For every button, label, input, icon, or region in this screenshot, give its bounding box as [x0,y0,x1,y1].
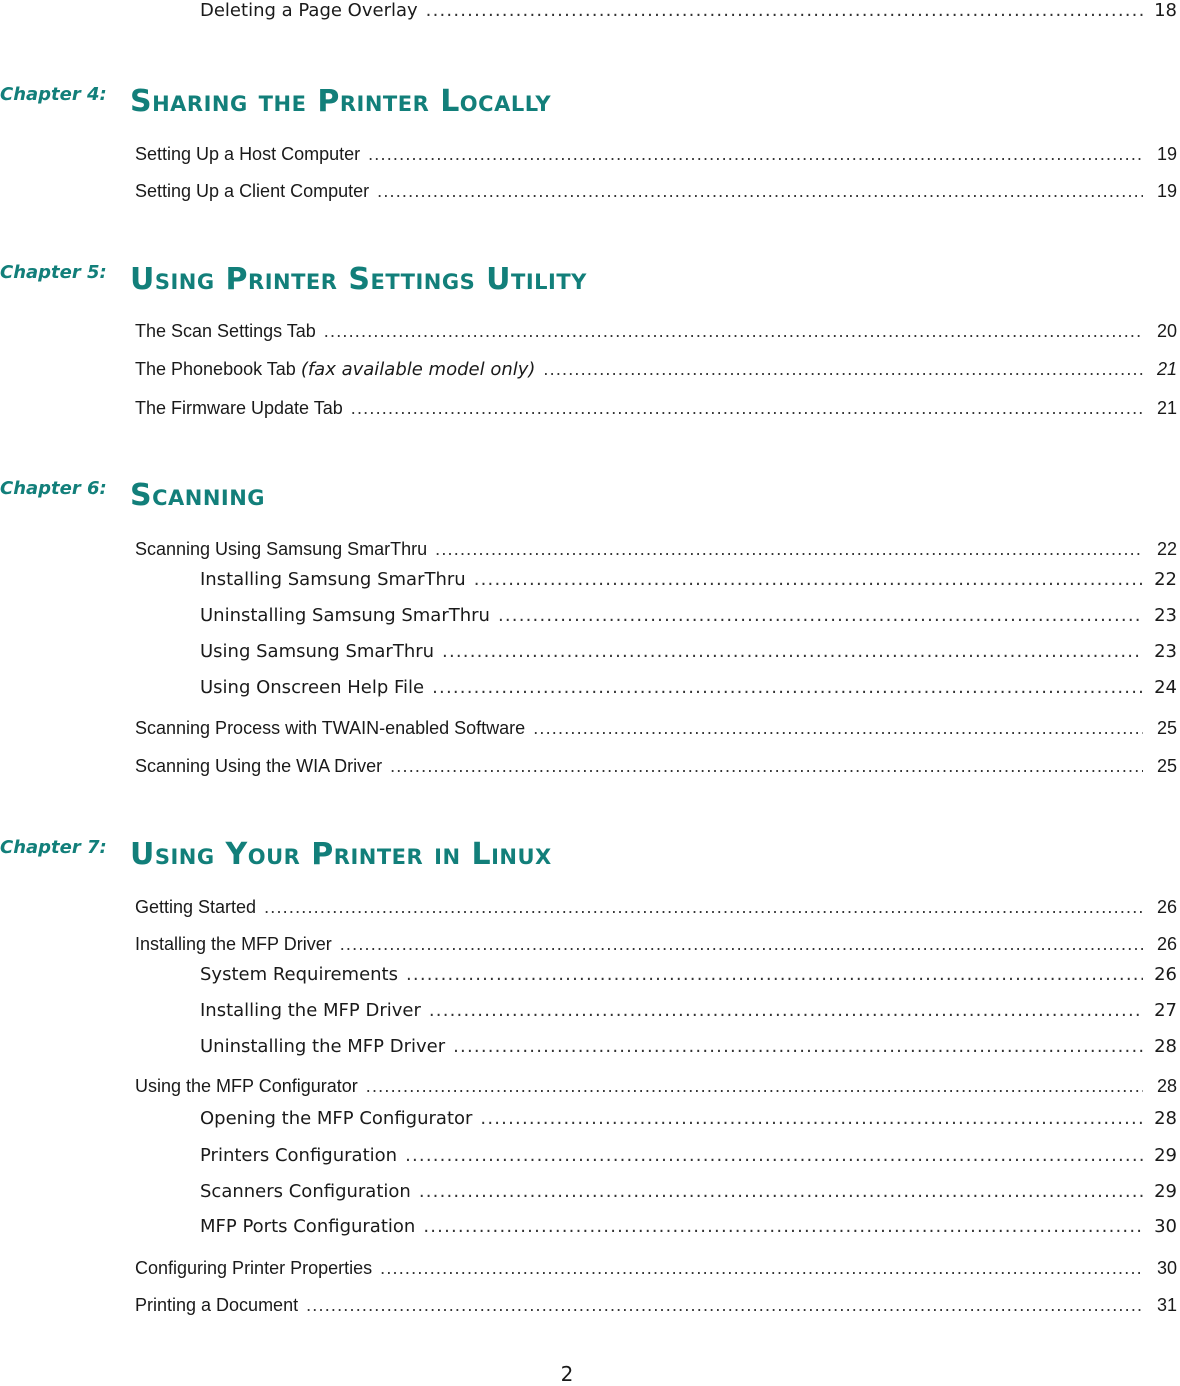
toc-leader-dots [377,181,1143,202]
toc-entry[interactable] [135,398,1177,422]
toc-leader-dots [426,0,1143,21]
toc-leader-dots [380,1258,1143,1279]
toc-entry-title: Uninstalling Samsung SmarThru [200,605,490,626]
toc-leader-dots [419,1181,1143,1202]
toc-entry-title: Installing the MFP Driver [200,1000,421,1021]
toc-entry-title: System Requirements [200,964,398,985]
chapter-6-heading [0,478,266,518]
toc-entry-page: 26 [1156,897,1177,917]
toc-leader-dots [366,1076,1143,1097]
toc-subentry[interactable] [200,1216,1177,1240]
toc-entry-title-text: The Phonebook Tab [135,359,296,379]
toc-entry-title: Printing a Document [135,1295,299,1315]
toc-entry-note: (fax available model only) [300,359,536,380]
toc-leader-dots [405,1145,1143,1166]
toc-entry[interactable] [135,359,1177,383]
toc-entry-page: 22 [1154,569,1177,590]
toc-leader-dots [351,398,1143,419]
toc-leader-dots [368,144,1143,165]
toc-entry[interactable] [135,897,1177,921]
toc-entry-title: Using Onscreen Help File [200,677,425,698]
chapter-4-heading [0,84,552,124]
toc-leader-dots [453,1036,1143,1057]
toc-entry[interactable] [135,934,1177,958]
toc-entry-title: Scanners Configuration [200,1181,411,1202]
toc-entry-page: 29 [1154,1181,1177,1202]
toc-subentry[interactable] [200,1108,1177,1132]
toc-entry-title: Getting Started [135,897,257,917]
chapter-title: Using Printer Settings Utility [130,262,587,297]
toc-leader-dots [406,964,1143,985]
toc-entry-page: 20 [1156,321,1177,341]
toc-entry-page: 26 [1156,934,1177,954]
toc-entry[interactable] [135,756,1177,780]
toc-subentry[interactable] [200,641,1177,665]
toc-entry-title: Setting Up a Client Computer [135,181,370,201]
toc-leader-dots [498,605,1143,626]
toc-subentry[interactable] [200,677,1177,701]
toc-leader-dots [264,897,1143,918]
toc-entry-page: 25 [1156,718,1177,738]
toc-entry-page: 30 [1154,1216,1177,1237]
toc-leader-dots [533,718,1143,739]
toc-leader-dots [543,359,1143,380]
toc-entry-title: Scanning Using Samsung SmarThru [135,539,428,559]
toc-entry-title: Installing Samsung SmarThru [200,569,466,590]
toc-entry-page: 27 [1154,1000,1177,1021]
chapter-label: Chapter 7: [0,837,107,858]
chapter-label: Chapter 5: [0,262,107,283]
chapter-label: Chapter 4: [0,84,107,105]
page-number: 2 [560,1362,574,1386]
toc-subentry[interactable] [200,1000,1177,1024]
toc-entry-page: 31 [1156,1295,1177,1315]
toc-entry-title: Uninstalling the MFP Driver [200,1036,446,1057]
toc-entry-title: Using Samsung SmarThru [200,641,435,662]
toc-entry-page: 28 [1154,1108,1177,1129]
toc-entry-page: 23 [1154,641,1177,662]
toc-leader-dots [435,539,1143,560]
toc-entry[interactable] [135,144,1177,168]
toc-entry[interactable] [135,1076,1177,1100]
toc-entry-deleting-page-overlay[interactable] [200,0,1177,24]
toc-leader-dots [442,641,1143,662]
toc-leader-dots [480,1108,1143,1129]
toc-entry[interactable] [135,539,1177,563]
toc-entry-page: 18 [1154,0,1177,21]
toc-subentry[interactable] [200,964,1177,988]
toc-entry-title [135,359,543,380]
toc-entry-title: Deleting a Page Overlay [200,0,418,21]
toc-entry-title: Installing the MFP Driver [135,934,332,954]
toc-leader-dots [390,756,1143,777]
toc-entry[interactable] [135,1295,1177,1319]
chapter-5-heading [0,262,587,302]
chapter-title: Using Your Printer in Linux [130,837,552,872]
toc-entry-title: Scanning Process with TWAIN-enabled Software [135,718,526,738]
toc-entry[interactable] [135,321,1177,345]
toc-subentry[interactable] [200,569,1177,593]
toc-entry-page: 21 [1156,359,1177,379]
toc-entry[interactable] [135,718,1177,742]
toc-subentry[interactable] [200,1145,1177,1169]
chapter-label: Chapter 6: [0,478,107,499]
toc-leader-dots [432,677,1143,698]
toc-entry-page: 19 [1156,144,1177,164]
toc-entry-title: Scanning Using the WIA Driver [135,756,383,776]
chapter-title: Scanning [130,478,266,513]
toc-entry-page: 25 [1156,756,1177,776]
toc-entry-page: 22 [1156,539,1177,559]
chapter-7-heading [0,837,552,877]
toc-entry-page: 21 [1156,398,1177,418]
toc-leader-dots [306,1295,1143,1316]
toc-entry-page: 30 [1156,1258,1177,1278]
toc-leader-dots [324,321,1143,342]
toc-entry-title: The Scan Settings Tab [135,321,316,341]
toc-entry-title: Printers Configuration [200,1145,398,1166]
toc-entry-title: Opening the MFP Configurator [200,1108,473,1129]
toc-entry-page: 19 [1156,181,1177,201]
toc-entry-title: Using the MFP Configurator [135,1076,358,1096]
toc-entry-page: 28 [1154,1036,1177,1057]
toc-entry-title: Configuring Printer Properties [135,1258,373,1278]
toc-subentry[interactable] [200,1036,1177,1060]
toc-entry-page: 23 [1154,605,1177,626]
toc-entry-page: 28 [1156,1076,1177,1096]
toc-entry-page: 26 [1154,964,1177,985]
toc-leader-dots [429,1000,1143,1021]
toc-leader-dots [340,934,1143,955]
toc-leader-dots [474,569,1143,590]
toc-entry-page: 29 [1154,1145,1177,1166]
toc-entry-page: 24 [1154,677,1177,698]
toc-leader-dots [423,1216,1143,1237]
toc-subentry[interactable] [200,1181,1177,1205]
toc-entry-title: The Firmware Update Tab [135,398,343,418]
toc-entry-title: Setting Up a Host Computer [135,144,361,164]
toc-entry[interactable] [135,181,1177,205]
toc-entry[interactable] [135,1258,1177,1282]
chapter-title: Sharing the Printer Locally [130,84,552,119]
toc-subentry[interactable] [200,605,1177,629]
toc-entry-title: MFP Ports Configuration [200,1216,416,1237]
